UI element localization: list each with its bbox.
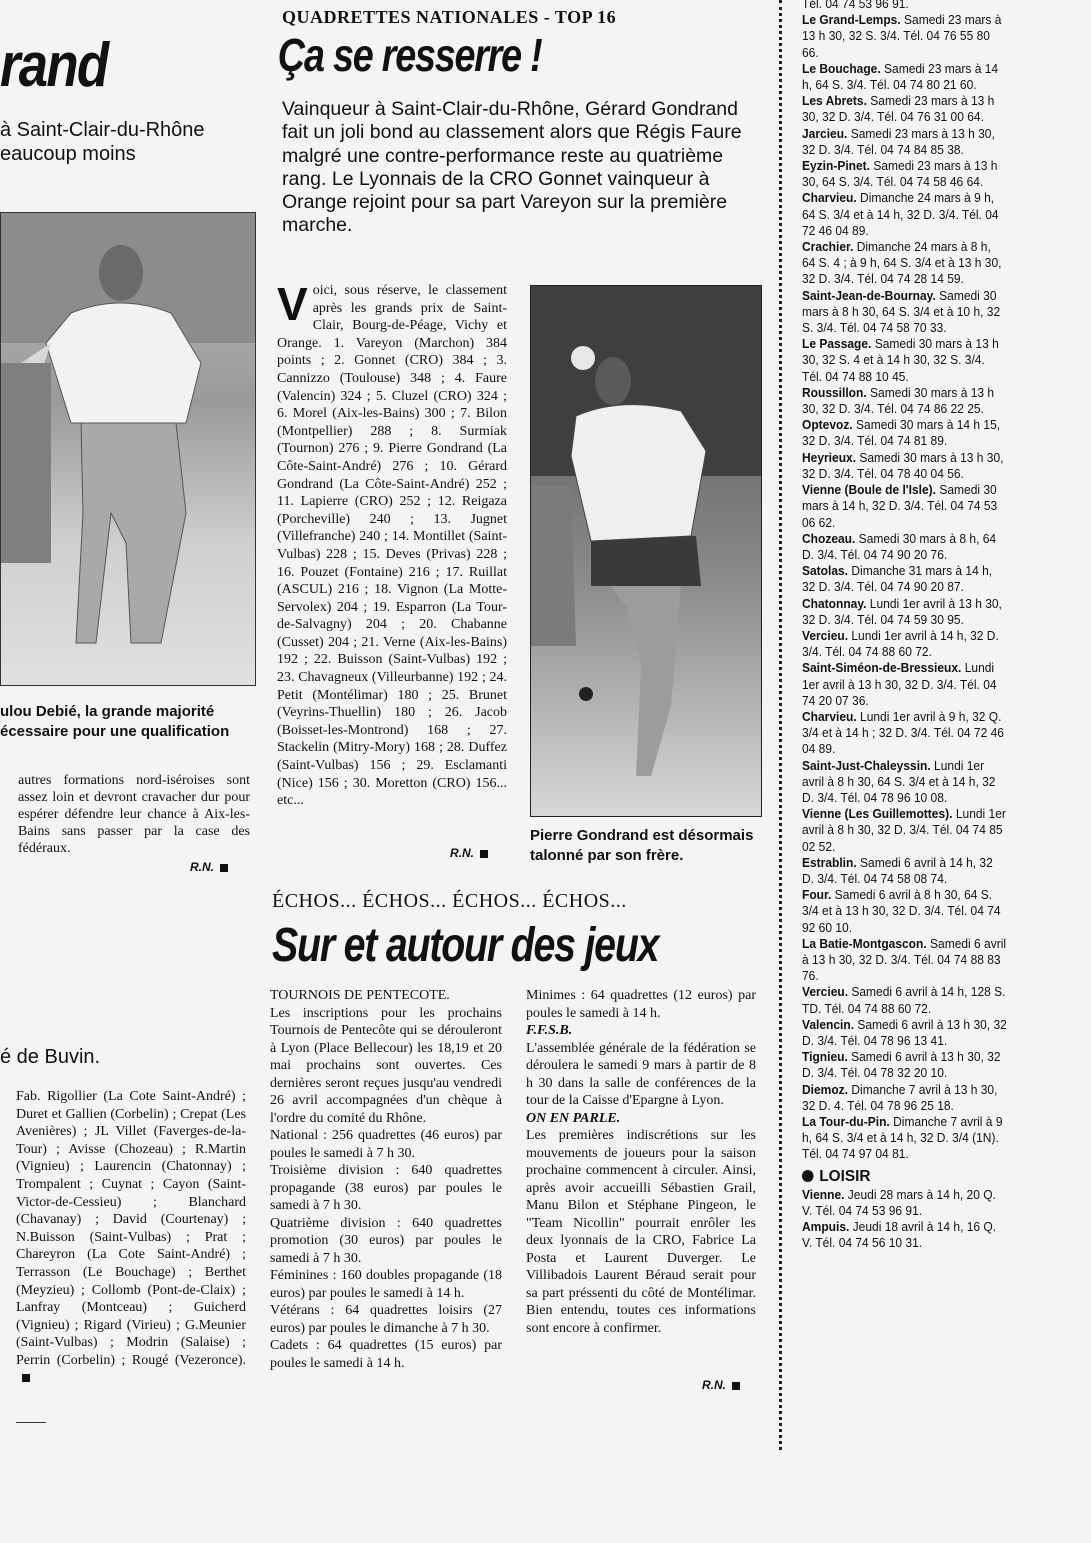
agenda-place: Estrablin. <box>802 855 857 870</box>
agenda-details: Samedi 6 avril à 14 h, 128 S. TD. Tél. 04 74 88 60 72. <box>802 985 1006 1016</box>
agenda-details: Samedi 6 avril à 8 h 30, 64 S. 3/4 et à 13 h 30, 32 D. 3/4. Tél. 04 74 92 60 10. <box>802 888 1001 935</box>
agenda-details: Samedi 30 mars à 14 h 15, 32 D. 3/4. Tél. 04 74 81 89. <box>802 418 1001 449</box>
agenda-entry <box>802 450 1007 482</box>
left-player-list <box>16 1088 246 1387</box>
agenda-details: Dimanche 31 mars à 14 h, 32 D. 3/4. Tél. 04 74 90 20 87. <box>802 564 993 595</box>
agenda-place: Jarcieu. <box>802 126 848 141</box>
echos-headline: Sur et autour des jeux <box>272 919 659 972</box>
agenda-place: Le Grand-Lemps. <box>802 13 901 28</box>
end-square-icon <box>732 1382 740 1390</box>
agenda-details: Samedi 23 mars à 13 h 30, 32 S. 3/4. Tél. 04 76 55 80 66. <box>802 13 1002 60</box>
agenda-place: La Batie-Montgascon. <box>802 936 927 951</box>
agenda-place: Valencin. <box>802 1017 855 1032</box>
agenda-place: Saint-Siméon-de-Bressieux. <box>802 661 962 676</box>
agenda-place: Vienne (Boule de l'Isle). <box>802 483 937 498</box>
article-kicker: QUADRETTES NATIONALES - TOP 16 <box>282 7 617 27</box>
agenda-place: La Tour-du-Pin. <box>802 1115 890 1130</box>
agenda-entry <box>802 709 1007 758</box>
tournois-list-item: Féminines : 160 doubles propagande (18 euros) par poules le samedi à 14 h. <box>270 1268 502 1301</box>
echos-column-2 <box>526 987 756 1337</box>
agenda-place: Optevoz. <box>802 418 853 433</box>
article-headline: Ça se resserre ! <box>278 29 542 81</box>
article-signature <box>450 846 488 860</box>
tournois-intro: Les inscriptions pour les prochains Tournois de Pentecôte qui se dérouleront à Lyon (Place Bellecour) les 18,19 et 20 mai prochains sont ouvertes. Ces dernières seront reçues jusqu'au vendredi 26 avril accompagnées d'un chèque à l'ordre du comité du Rhône. <box>270 1005 502 1126</box>
agenda-details: Dimanche 7 avril à 13 h 30, 32 D. 4. Tél. 04 78 96 25 18. <box>802 1082 998 1113</box>
agenda-place: Chatonnay. <box>802 596 867 611</box>
agenda-entry <box>802 126 1007 158</box>
agenda-entry <box>802 0 1007 12</box>
on-en-parle-text: Les premières indiscrétions sur les mouvements de joueurs pour la saison prochaine commencent à circuler. Ainsi, après avoir accueilli Sébastien Grail, Manu Bilon et Stéphane Pingeon, le "Team Nicollin" pourrait enrôler les deux lyonnais de la CRO, Fabrice La Posta et Laurent Duverger. Le Villibadois Laurent Béraud serait pour sa part préssenti du côté de Montélimar. Bien entendu, toutes ces informations sont encore à confirmer. <box>526 1128 756 1336</box>
agenda-details: Dimanche 7 avril à 9 h, 64 S. 3/4 et à 14 h, 32 D. 3/4 (1N). Tél. 04 74 97 04 81. <box>802 1115 1003 1162</box>
agenda-details: Jeudi 18 avril à 14 h, 16 Q. V. Tél. 04 74 56 10 31. <box>802 1220 997 1251</box>
agenda-details: Lundi 1er avril à 8 h 30, 32 D. 3/4. Tél. 04 74 85 02 52. <box>802 807 1006 854</box>
drop-cap: V <box>277 278 308 330</box>
agenda-details: Tél. 04 74 53 96 91. <box>802 0 909 11</box>
left-photo-caption: ulou Debié, la grande majorité écessaire pour une qualification <box>0 703 230 740</box>
agenda-details: Lundi 1er avril à 13 h 30, 32 D. 3/4. Tél. 04 74 59 30 95. <box>802 596 1002 627</box>
agenda-details: Dimanche 24 mars à 9 h, 64 S. 3/4 et à 14 h, 32 D. 3/4. Tél. 04 72 46 04 89. <box>802 191 999 238</box>
agenda-details: Lundi 1er avril à 14 h, 32 D. 3/4. Tél. 04 74 88 60 72. <box>802 628 999 660</box>
agenda-entry <box>802 158 1007 190</box>
ffsb-heading: F.F.S.B. <box>526 1023 573 1038</box>
tournois-list-item: National : 256 quadrettes (46 euros) par poules le samedi à 7 h 30. <box>270 1128 502 1161</box>
agenda-details: Lundi 1er avril à 13 h 30, 32 D. 3/4. Tél. 04 74 20 07 36. <box>802 661 997 708</box>
agenda-place: Satolas. <box>802 564 849 579</box>
agenda-entry <box>802 1114 1007 1163</box>
agenda-details: Samedi 23 mars à 13 h 30, 32 D. 3/4. Tél. 04 74 84 85 38. <box>802 126 995 157</box>
agenda-place: Le Bouchage. <box>802 61 881 76</box>
agenda-details: Samedi 30 mars à 8 h 30, 64 S. 3/4 et à 10 h, 32 S. 3/4. Tél. 04 74 58 70 33. <box>802 288 1001 336</box>
agenda-entry <box>802 936 1007 985</box>
agenda-place: Diemoz. <box>802 1082 849 1097</box>
loisir-title: LOISIR <box>819 1167 871 1185</box>
article-deck: Vainqueur à Saint-Clair-du-Rhône, Gérard Gondrand fait un joli bond au classement alors que Régis Faure malgré une contre-performance reste au quatrième rang. Le Lyonnais de la CRO Gonnet vainqueur à Orange rejoint pour sa part Vareyon sur la première marche. <box>282 98 742 237</box>
tournois-list-item: Cadets : 64 quadrettes (15 euros) par poules le samedi à 14 h. <box>270 1338 502 1371</box>
loisir-entry <box>802 1219 1007 1251</box>
agenda-entry <box>802 385 1007 417</box>
tournois-list-item: Vétérans : 64 quadrettes loisirs (27 euros) par poules le dimanche à 7 h 30. <box>270 1303 502 1336</box>
ranking-text: oici, sous réserve, le classement après les grands prix de Saint-Clair, Bourg-de-Péage, Vichy et Orange. 1. Vareyon (Marchon) 384 points ; 2. Gonnet (CRO) 384 ; 3. Cannizzo (Toulouse) 348 ; 4. Faure (Valencin) 324 ; 5. Cluzel (CRO) 324 ; 6. Morel (Aix-les-Bains) 300 ; 7. Bilon (Montpellier) 288 ; 8. Surmiak (Tournon) 276 ; 9. Pierre Gondrand (La Côte-Saint-André) 276 ; 10. Gérard Gondrand (La Côte-Saint-André) 252 ; 11. Lapierre (CRO) 252 ; 12. Reigaza (Porcheville) 240 ; 13. Jugnet (Villefranche) 240 ; 14. Montillet (Saint-Vulbas) 228 ; 15. Deves (Privas) 228 ; 16. Pouzet (Fontaine) 216 ; 17. Ruillat (ASCUL) 216 ; 18. Vignon (La Motte-Servolex) 204 ; 19. Esparron (La Tour-de-Salvagny) 204 ; 20. Chabanne (Cusset) 204 ; 21. Verne (Aix-les-Bains) 192 ; 22. Buisson (Saint-Vulbas) 192 ; 23. Chavagneux (Villeurbanne) 192 ; 24. Petit (Montélimar) 180 ; 25. Brunet (Veyrins-Thuellin) 180 ; 26. Jacob (Boisset-les-Montrond) 168 ; 27. Stackelin (Mitry-Mory) 168 ; 28. Duffez (Saint-Vulbas) 156 ; 29. Esclamanti (Nice) 156 ; 30. Moretton (CRO) 156... etc... <box>277 283 507 809</box>
agenda-place: Vercieu. <box>802 628 849 643</box>
agenda-place: Le Passage. <box>802 337 872 352</box>
left-deck: à Saint-Clair-du-Rhône eaucoup moins <box>0 119 205 165</box>
echos-column-1 <box>270 987 502 1372</box>
agenda-column <box>802 0 1007 1252</box>
agenda-entry <box>802 417 1007 449</box>
agenda-place: Les Abrets. <box>802 94 867 109</box>
bullet-dot-icon <box>802 1170 814 1182</box>
agenda-entry <box>802 61 1007 93</box>
agenda-entry <box>802 758 1007 807</box>
agenda-details: Samedi 6 avril à 13 h 30, 32 D. 3/4. Tél. 04 78 96 13 41. <box>802 1017 1007 1048</box>
agenda-place: Charvieu. <box>802 191 857 206</box>
signature-text: R.N. <box>450 846 474 860</box>
agenda-place: Four. <box>802 888 832 903</box>
agenda-place: Saint-Just-Chaleyssin. <box>802 758 931 773</box>
agenda-details: Samedi 23 mars à 13 h 30, 64 S. 3/4. Tél. 04 74 58 46 64. <box>802 159 998 190</box>
end-square-icon <box>220 864 228 872</box>
agenda-place: Crachier. <box>802 240 854 255</box>
agenda-entry <box>802 1049 1007 1081</box>
agenda-entry <box>802 288 1007 337</box>
photo-pierre-gondrand <box>530 285 762 817</box>
agenda-place: Tignieu. <box>802 1050 848 1065</box>
player-illustration-left <box>1 213 255 685</box>
agenda-details: Dimanche 24 mars à 8 h, 64 S. 4 ; à 9 h, 64 S. 3/4 et à 13 h 30, 32 D. 3/4. Tél. 04 74 28 14 59. <box>802 240 1002 287</box>
left-subhead: é de Buvin. <box>0 1046 101 1068</box>
agenda-place: Eyzin-Pinet. <box>802 159 871 174</box>
agenda-place: Vienne. <box>802 1187 845 1202</box>
agenda-entry <box>802 855 1007 887</box>
agenda-place: Heyrieux. <box>802 450 857 465</box>
column-divider <box>779 0 782 1450</box>
echos-signature <box>702 1378 740 1392</box>
agenda-place: Charvieu. <box>802 709 857 724</box>
agenda-entry <box>802 1017 1007 1049</box>
agenda-place: Chozeau. <box>802 531 856 546</box>
loisir-heading <box>802 1169 1007 1185</box>
agenda-place: Ampuis. <box>802 1220 850 1235</box>
rule-divider <box>16 1422 46 1423</box>
agenda-details: Samedi 30 mars à 13 h 30, 32 D. 3/4. Tél. 04 78 40 04 56. <box>802 450 1004 481</box>
agenda-entry <box>802 336 1007 385</box>
agenda-entry <box>802 628 1007 660</box>
signature-text: R.N. <box>190 860 214 874</box>
agenda-entry <box>802 1082 1007 1114</box>
loisir-entry <box>802 1187 1007 1219</box>
agenda-details: Samedi 30 mars à 8 h, 64 D. 3/4. Tél. 04 74 90 20 76. <box>802 531 997 562</box>
agenda-entry <box>802 531 1007 563</box>
agenda-place: Vienne (Les Guillemottes). <box>802 807 953 822</box>
agenda-details: Jeudi 28 mars à 14 h, 20 Q. V. Tél. 04 74 53 96 91. <box>802 1187 996 1219</box>
agenda-entry <box>802 596 1007 628</box>
echos-kicker: ÉCHOS... ÉCHOS... ÉCHOS... ÉCHOS... <box>272 890 627 912</box>
agenda-entry <box>802 190 1007 239</box>
agenda-entry <box>802 482 1007 531</box>
agenda-details: Lundi 1er avril à 9 h, 32 Q. 3/4 et à 14 h ; 32 D. 3/4. Tél. 04 72 46 04 89. <box>802 709 1004 757</box>
agenda-entry <box>802 239 1007 288</box>
agenda-place: Roussillon. <box>802 385 867 400</box>
agenda-entry <box>802 984 1007 1016</box>
agenda-entry <box>802 806 1007 855</box>
tournois-list-item: Quatrième division : 640 quadrettes promotion (30 euros) par poules le samedi à 7 h 30. <box>270 1215 502 1266</box>
agenda-entry <box>802 93 1007 125</box>
end-square-icon <box>480 850 488 858</box>
agenda-details: Samedi 23 mars à 13 h 30, 32 D. 3/4. Tél. 04 76 31 00 64. <box>802 94 995 125</box>
agenda-entry <box>802 563 1007 595</box>
agenda-entry <box>802 660 1007 709</box>
agenda-details: Samedi 30 mars à 13 h 30, 32 D. 3/4. Tél. 04 74 86 22 25. <box>802 385 995 417</box>
player-list-text: Fab. Rigollier (La Cote Saint-André) ; Duret et Gallien (Corbelin) ; Crepat (Les Avenières) ; JL Villet (Faverges-de-la-Tour) ; Avisse (Chozeau) ; R.Martin (Vignieu) ; Laurencin (Chatonnay) ; Trompalent ; Cuynat ; Cayon (Saint-Victor-de-Cessieu) ; Blanchard (Chavanay) ; David (Courtenay) ; N.Buisson (Saint-Vulbas) ; Prat ; Chareyron (La Cote Saint-André) ; Terrasson (Le Bouchage) ; Berthet (Meyzieu) ; Collomb (Pont-de-Claix) ; Lanfray (Montceau) ; Guicherd (Vignieu) ; Rigard (Virieu) ; G.Meunier (Saint-Vulbas) ; Modrin (Salaise) ; Perrin (Corbelin) ; Rougé (Vezeronce). <box>16 1089 246 1368</box>
agenda-place: Vercieu. <box>802 985 849 1000</box>
agenda-place: Saint-Jean-de-Bournay. <box>802 288 936 303</box>
agenda-details: Samedi 6 avril à 13 h 30, 32 D. 3/4. Tél. 04 78 32 20 10. <box>802 1050 1001 1081</box>
tournois-list-item: Troisième division : 640 quadrettes propagande (38 euros) par poules le samedi à 7 h 30. <box>270 1163 502 1213</box>
agenda-entry <box>802 12 1007 61</box>
agenda-details: Samedi 30 mars à 13 h 30, 32 S. 4 et à 14 h 30, 32 S. 3/4. Tél. 04 74 88 10 45. <box>802 337 999 384</box>
end-square-icon <box>22 1374 30 1382</box>
agenda-details: Samedi 6 avril à 13 h 30, 32 D. 3/4. Tél. 04 74 88 83 76. <box>802 936 1007 984</box>
player-illustration-center <box>531 286 761 816</box>
agenda-details: Samedi 6 avril à 14 h, 32 D. 3/4. Tél. 04 74 58 08 74. <box>802 855 993 886</box>
photo-player-left <box>0 212 256 686</box>
agenda-details: Lundi 1er avril à 8 h 30, 64 S. 3/4 et à 14 h, 32 D. 3/4. Tél. 04 78 96 10 08. <box>802 758 996 805</box>
agenda-details: Samedi 30 mars à 14 h, 32 D. 3/4. Tél. 04 74 53 06 62. <box>802 483 998 530</box>
agenda-entry <box>802 887 1007 936</box>
left-article-body: autres formations nord-iséroises sont assez loin et devront cravacher dur pour espérer défendre leur chance à Aix-les-Bains sans passer par la case des fédéraux. <box>18 773 250 856</box>
minimes-item: Minimes : 64 quadrettes (12 euros) par poules le samedi à 14 h. <box>526 988 756 1021</box>
signature-text: R.N. <box>702 1378 726 1392</box>
ranking-body <box>277 278 507 810</box>
left-headline: rand <box>0 31 108 100</box>
ffsb-text: L'assemblée générale de la fédération se déroulera le samedi 9 mars à partir de 8 h 30 dans la salle de conférences de la tour de la Caisse d'Epargne à Lyon. <box>526 1040 756 1108</box>
tournois-heading: TOURNOIS DE PENTECOTE. <box>270 988 450 1003</box>
left-signature <box>190 860 228 874</box>
center-photo-caption: Pierre Gondrand est désormais talonné par son frère. <box>530 827 754 864</box>
on-en-parle-heading: ON EN PARLE. <box>526 1110 621 1126</box>
agenda-details: Samedi 23 mars à 14 h, 64 S. 3/4. Tél. 04 74 80 21 60. <box>802 61 999 93</box>
